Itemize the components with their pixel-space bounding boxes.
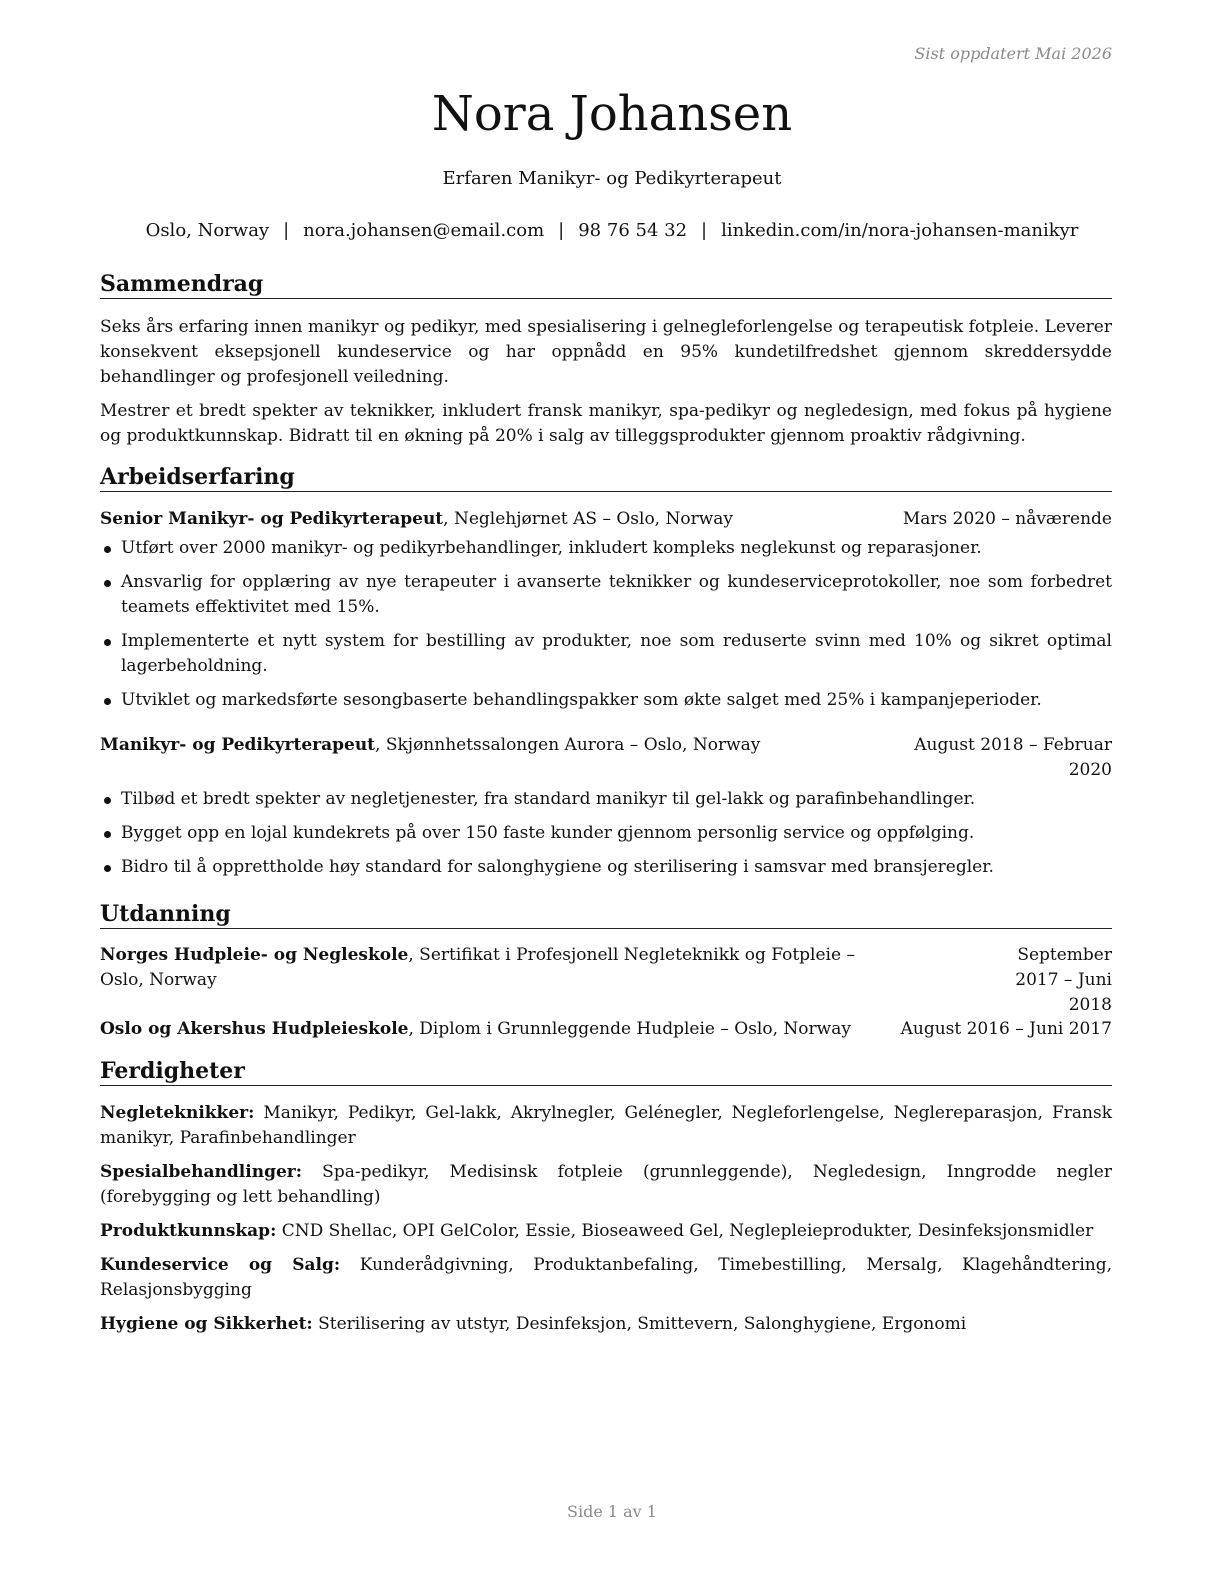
job-header (100, 507, 1112, 532)
skill-text: Kunderådgivning, Produktanbefaling, Timebestilling, Mersalg, Klagehåndtering, Relasjonsbygging (100, 1255, 1112, 1300)
contact-separator: | (283, 220, 290, 241)
education-entry (100, 943, 1112, 1018)
skill-text: Spa-pedikyr, Medisinsk fotpleie (grunnleggende), Negledesign, Inngrodde negler (forebygging og lett behandling) (100, 1162, 1112, 1207)
education-header (100, 1017, 1112, 1042)
section-title-education: Utdanning (100, 901, 1112, 929)
education-school: Norges Hudpleie- og Negleskole (100, 945, 409, 965)
list-item: Utviklet og markedsførte sesongbaserte behandlingspakker som økte salget med 25% i kampanjeperioder. (100, 688, 1112, 713)
contact-email[interactable]: nora.johansen@email.com (303, 220, 545, 241)
skill-text: Manikyr, Pedikyr, Gel-lakk, Akrylnegler, Gelénegler, Negleforlengelse, Neglereparasjon, Fransk manikyr, Parafinbehandlinger (100, 1103, 1112, 1148)
skill-label: Spesialbehandlinger: (100, 1162, 303, 1182)
list-item: Bidro til å opprettholde høy standard for salonghygiene og sterilisering i samsvar med bransjeregler. (100, 855, 1112, 880)
section-title-summary: Sammendrag (100, 271, 1112, 299)
skill-text: CND Shellac, OPI GelColor, Essie, Bioseaweed Gel, Neglepleieprodukter, Desinfeksjonsmidler (276, 1221, 1094, 1241)
skill-row (100, 1160, 1112, 1210)
list-item: Utført over 2000 manikyr- og pedikyrbehandlinger, inkludert kompleks neglekunst og reparasjoner. (100, 536, 1112, 561)
skill-label: Negleteknikker: (100, 1103, 255, 1123)
job-entry (100, 733, 1112, 889)
list-item: Tilbød et bredt spekter av negletjenester, fra standard manikyr til gel-lakk og parafinbehandlinger. (100, 787, 1112, 812)
education-dates: September 2017 – Juni 2018 (1015, 945, 1112, 1015)
job-role: Manikyr- og Pedikyrterapeut (100, 735, 376, 755)
last-updated: Sist oppdatert Mai 2026 (914, 44, 1112, 63)
skill-text: Sterilisering av utstyr, Desinfeksjon, Smittevern, Salonghygiene, Ergonomi (312, 1314, 967, 1334)
job-entry (100, 507, 1112, 722)
job-dates: August 2018 – Februar 2020 (914, 735, 1112, 780)
education-dates: August 2016 – Juni 2017 (900, 1019, 1112, 1039)
job-org: , Skjønnhetssalongen Aurora – Oslo, Norway (375, 735, 761, 755)
summary-paragraph: Mestrer et bredt spekter av teknikker, inkludert fransk manikyr, spa-pedikyr og negledesign, med fokus på hygiene og produktkunnskap. Bidratt til en økning på 20% i salg av tilleggsprodukter gjennom proaktiv rådgivning. (100, 401, 1112, 446)
section-title-skills: Ferdigheter (100, 1058, 1112, 1086)
contact-separator: | (701, 220, 708, 241)
list-item: Implementerte et nytt system for bestilling av produkter, noe som reduserte svinn med 10% og sikret optimal lagerbeholdning. (100, 629, 1112, 679)
skill-row (100, 1253, 1112, 1303)
summary-block (100, 315, 1112, 458)
contact-location: Oslo, Norway (145, 220, 270, 241)
summary-paragraph: Seks års erfaring innen manikyr og pedikyr, med spesialisering i gelnegleforlengelse og terapeutisk fotpleie. Leverer konsekvent eksepsjonell kundeservice og har oppnådd en 95% kundetilfredshet gjennom skreddersydde behandlinger og profesjonell veiledning. (100, 317, 1112, 387)
job-bullets (100, 787, 1112, 880)
education-detail: , Sertifikat i Profesjonell Negleteknikk og Fotpleie – Oslo, Norway (100, 945, 855, 990)
skill-label: Produktkunnskap: (100, 1221, 277, 1241)
page-number: Side 1 av 1 (567, 1502, 657, 1521)
job-dates: Mars 2020 – nåværende (902, 509, 1112, 529)
contact-linkedin[interactable]: linkedin.com/in/nora-johansen-manikyr (721, 220, 1079, 241)
job-bullets (100, 536, 1112, 713)
job-role: Senior Manikyr- og Pedikyrterapeut (100, 509, 444, 529)
skills-block (100, 1101, 1112, 1346)
education-detail: , Diplom i Grunnleggende Hudpleie – Oslo, Norway (408, 1019, 851, 1039)
candidate-name: Nora Johansen (431, 86, 793, 142)
skill-row (100, 1101, 1112, 1151)
skill-row (100, 1312, 1112, 1337)
contact-phone[interactable]: 98 76 54 32 (578, 220, 688, 241)
education-entry (100, 1017, 1112, 1042)
skill-label: Hygiene og Sikkerhet: (100, 1314, 313, 1334)
job-header (100, 733, 1112, 783)
contact-separator: | (558, 220, 565, 241)
job-org: , Neglehjørnet AS – Oslo, Norway (443, 509, 734, 529)
skill-row (100, 1219, 1112, 1244)
education-header (100, 943, 1112, 1018)
contact-line (0, 220, 1224, 241)
section-title-experience: Arbeidserfaring (100, 464, 1112, 492)
skill-label: Kundeservice og Salg: (100, 1255, 341, 1275)
list-item: Bygget opp en lojal kundekrets på over 150 faste kunder gjennom personlig service og oppfølging. (100, 821, 1112, 846)
candidate-subtitle: Erfaren Manikyr- og Pedikyrterapeut (442, 168, 782, 189)
list-item: Ansvarlig for opplæring av nye terapeuter i avanserte teknikker og kundeserviceprotokoller, noe som forbedret teamets effektivitet med 15%. (100, 570, 1112, 620)
education-school: Oslo og Akershus Hudpleieskole (100, 1019, 409, 1039)
